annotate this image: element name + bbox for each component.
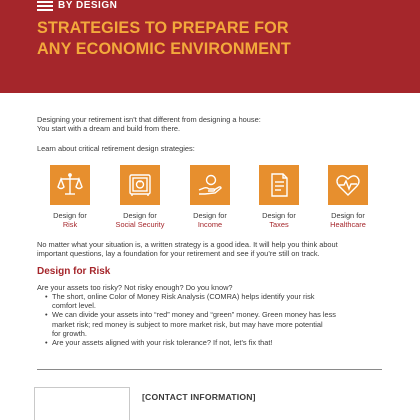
tile-healthcare-caption-bottom: Healthcare <box>330 220 366 229</box>
section-divider <box>37 369 382 370</box>
risk-heading: Design for Risk <box>37 266 111 277</box>
intro-text <box>37 115 387 133</box>
logo-text: BY DESIGN <box>58 0 118 11</box>
tile-healthcare[interactable] <box>318 165 378 229</box>
summary-text <box>37 240 402 258</box>
bullet-line: for growth. <box>52 328 87 338</box>
bullet-icon: • <box>45 292 48 301</box>
tile-risk-caption-bottom: Risk <box>62 220 78 229</box>
summary-line-2: important questions, lay a foundation for your retirement and see if you’re still on track. <box>37 249 320 259</box>
list-item <box>45 292 385 310</box>
heart-pulse-icon <box>328 165 368 205</box>
page-title <box>37 18 407 60</box>
tile-taxes-caption-top: Design for <box>262 211 296 220</box>
scales-icon <box>50 165 90 205</box>
list-item <box>45 310 385 338</box>
tile-income-caption-top: Design for <box>193 211 227 220</box>
list-item <box>45 338 385 347</box>
tile-taxes[interactable] <box>249 165 309 229</box>
tile-social-security[interactable] <box>110 165 170 229</box>
tax-form-icon <box>259 165 299 205</box>
tile-healthcare-caption-top: Design for <box>331 211 365 220</box>
title-line-1: STRATEGIES TO PREPARE FOR <box>37 19 289 37</box>
strategy-tiles <box>0 165 420 235</box>
risk-bullet-list <box>45 292 385 347</box>
tile-income-caption-bottom: Income <box>197 220 223 229</box>
tile-social-security-caption-top: Design for <box>123 211 157 220</box>
header-banner <box>0 0 420 93</box>
contact-information-label: [CONTACT INFORMATION] <box>142 392 256 402</box>
safe-icon <box>120 165 160 205</box>
logo-placeholder-box <box>34 387 130 420</box>
tile-social-security-caption-bottom: Social Security <box>115 220 165 229</box>
intro-line-2: You start with a dream and build from there. <box>37 124 181 134</box>
tile-income[interactable] <box>180 165 240 229</box>
logo-bars-icon <box>37 1 53 11</box>
bullet-line: market risk; red money is subject to more market risk, but may have more potential <box>52 319 323 329</box>
learn-text: Learn about critical retirement design strategies: <box>37 144 195 153</box>
title-line-2: ANY ECONOMIC ENVIRONMENT <box>37 40 291 58</box>
brand-logo <box>37 0 117 12</box>
bullet-line: Are your assets aligned with your risk tolerance? If not, let’s fix that! <box>52 338 273 348</box>
summary-line-1: No matter what your situation is, a written strategy is a good idea. It will help you think about <box>37 240 338 249</box>
tile-risk[interactable] <box>40 165 100 229</box>
bullet-line: The short, online Color of Money Risk Analysis (COMRA) helps identify your risk <box>52 292 315 301</box>
bullet-icon: • <box>45 310 48 320</box>
tile-taxes-caption-bottom: Taxes <box>269 220 289 229</box>
bullet-line: We can divide your assets into “red” money and “green” money. Green money has less <box>52 310 336 320</box>
risk-question: Are your assets too risky? Not risky enough? Do you know? <box>37 283 233 292</box>
intro-line-1: Designing your retirement isn’t that different from designing a house: <box>37 115 261 124</box>
bullet-icon: • <box>45 338 48 348</box>
bullet-line: comfort level. <box>52 301 96 311</box>
tile-risk-caption-top: Design for <box>53 211 87 220</box>
hand-coin-icon <box>190 165 230 205</box>
